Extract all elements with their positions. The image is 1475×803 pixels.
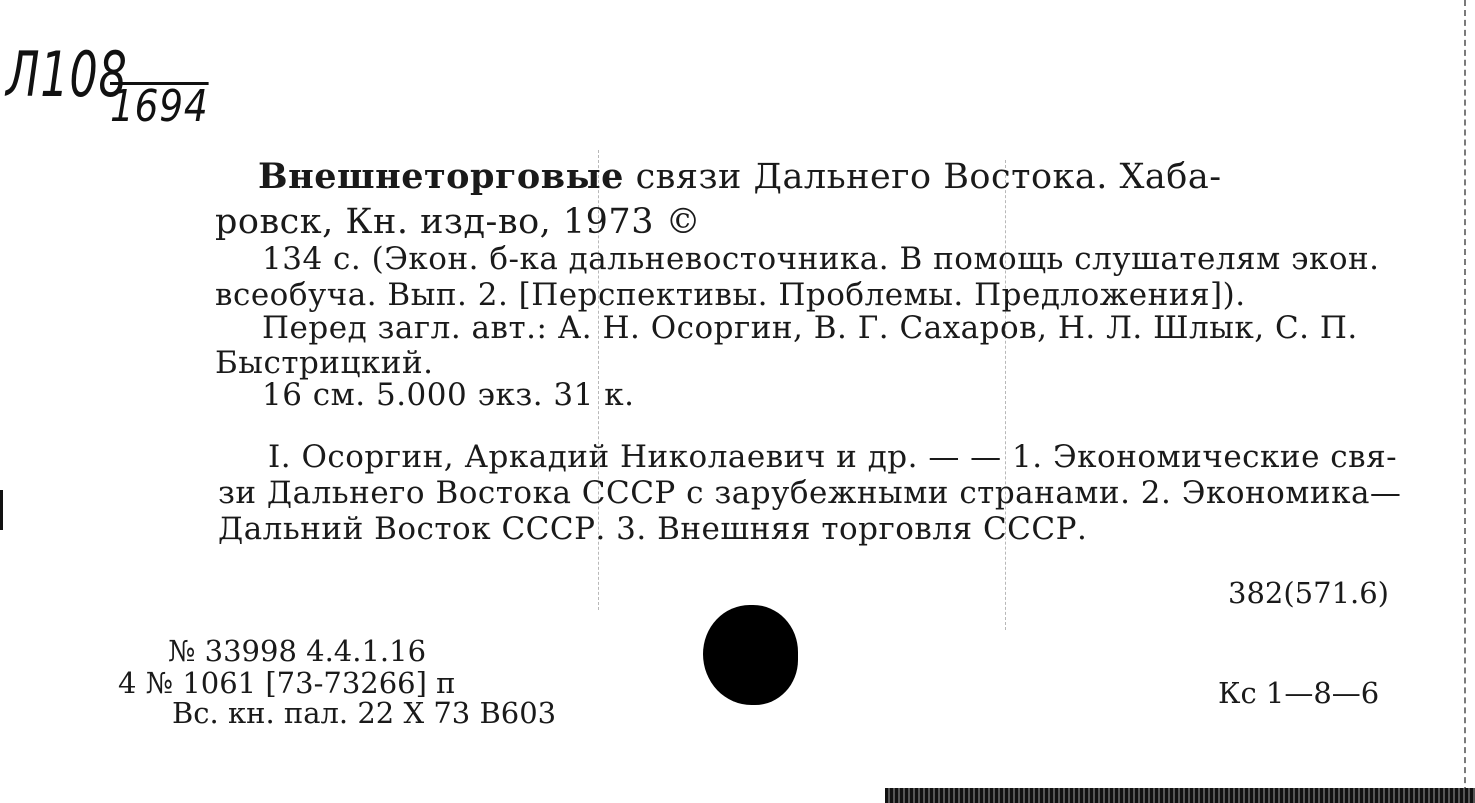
entry-authors: Перед загл. авт.: А. Н. Осоргин, В. Г. Сахаров, Н. Л. Шлык, С. П. bbox=[262, 310, 1358, 346]
footer-order: 4 № 1061 [73-73266] п bbox=[118, 666, 456, 700]
entry-pagination-series: 134 с. (Экон. б-ка дальневосточника. В помощь слушателям экон. bbox=[262, 241, 1380, 277]
card-right-edge bbox=[1464, 0, 1475, 803]
subject-line-2: зи Дальнего Востока СССР с зарубежными странами. 2. Экономика— bbox=[218, 475, 1402, 511]
subject-line-1: I. Осоргин, Аркадий Николаевич и др. — — 1. Экономические свя- bbox=[268, 439, 1398, 475]
fold-crease bbox=[1005, 160, 1006, 630]
distribution-code: Кс 1—8—6 bbox=[1218, 676, 1380, 710]
entry-physical-desc: 16 см. 5.000 экз. 31 к. bbox=[262, 377, 635, 413]
card-edge-mark bbox=[0, 490, 3, 530]
entry-title-bold: Внешнеторговые bbox=[258, 156, 624, 197]
entry-series-cont: всеобуча. Вып. 2. [Перспективы. Проблемы. Предложения]). bbox=[215, 277, 1246, 313]
entry-title-rest: связи Дальнего Востока. Хаба- bbox=[623, 157, 1222, 197]
handwritten-shelf-code: Л108 bbox=[6, 38, 128, 111]
entry-imprint: ровск, Кн. изд-во, 1973 © bbox=[215, 202, 702, 242]
classification-number: 382(571.6) bbox=[1228, 576, 1390, 610]
handwritten-inventory-number: 1694 bbox=[110, 81, 209, 132]
entry-authors-cont: Быстрицкий. bbox=[215, 345, 434, 381]
footer-registration: № 33998 4.4.1.16 bbox=[168, 634, 427, 668]
subject-line-3: Дальний Восток СССР. 3. Внешняя торговля СССР. bbox=[218, 511, 1088, 547]
footer-chamber: Вс. кн. пал. 22 X 73 B603 bbox=[172, 696, 557, 730]
card-bottom-edge bbox=[885, 788, 1475, 803]
ink-blot bbox=[703, 605, 798, 705]
entry-title-line bbox=[258, 156, 1222, 197]
